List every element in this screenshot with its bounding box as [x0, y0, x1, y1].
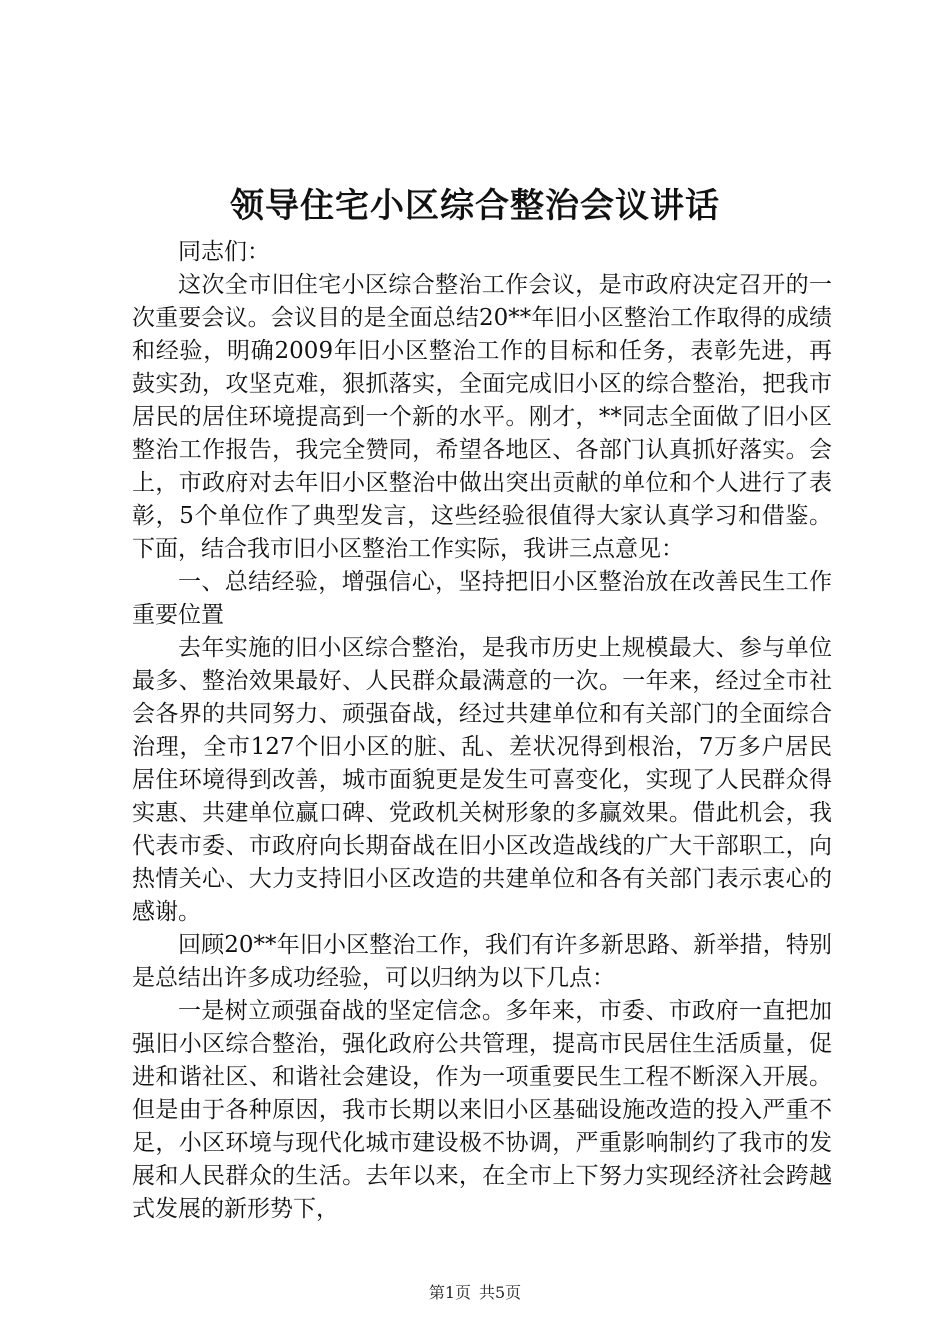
document-body — [132, 236, 832, 1226]
body-paragraph: 回顾20**年旧小区整治工作，我们有许多新思路、新举措，特别是总结出许多成功经验，可以归纳为以下几点： — [132, 932, 832, 991]
document-title: 领导住宅小区综合整治会议讲话 — [230, 186, 720, 226]
section-heading-paragraph: 一、总结经验，增强信心，坚持把旧小区整治放在改善民生工作重要位置 — [132, 569, 832, 628]
body-paragraph: 去年实施的旧小区综合整治，是我市历史上规模最大、参与单位最多、整治效果最好、人民群众最满意的一次。一年来，经过全市社会各界的共同努力、顽强奋战，经过共建单位和有关部门的全面综合治理，全市127个旧小区的脏、乱、差状况得到根治，7万多户居民居住环境得到改善，城市面貌更是发生可喜变化，实现了人民群众得实惠、共建单位赢口碑、党政机关树形象的多赢效果。借此机会，我代表市委、市政府向长期奋战在旧小区改造战线的广大干部职工，向热情关心、大力支持旧小区改造的共建单位和各有关部门表示衷心的感谢。 — [132, 635, 832, 925]
page-total: 共5页 — [479, 1283, 522, 1302]
page-number: 第1页 — [428, 1283, 471, 1302]
salutation-paragraph: 同志们： — [178, 239, 270, 265]
body-paragraph: 一是树立顽强奋战的坚定信念。多年来，市委、市政府一直把加强旧小区综合整治，强化政府公共管理，提高市民居住生活质量，促进和谐社区、和谐社会建设，作为一项重要民生工程不断深入开展。但是由于各种原因，我市长期以来旧小区基础设施改造的投入严重不足，小区环境与现代化城市建设极不协调，严重影响制约了我市的发展和人民群众的生活。去年以来，在全市上下努力实现经济社会跨越式发展的新形势下， — [132, 998, 832, 1222]
body-paragraph: 这次全市旧住宅小区综合整治工作会议，是市政府决定召开的一次重要会议。会议目的是全面总结20**年旧小区整治工作取得的成绩和经验，明确2009年旧小区整治工作的目标和任务，表彰先进，再鼓实劲，攻坚克难，狠抓落实，全面完成旧小区的综合整治，把我市居民的居住环境提高到一个新的水平。刚才，**同志全面做了旧小区整治工作报告，我完全赞同，希望各地区、各部门认真抓好落实。会上，市政府对去年旧小区整治中做出突出贡献的单位和个人进行了表彰，5个单位作了典型发言，这些经验很值得大家认真学习和借鉴。下面，结合我市旧小区整治工作实际，我讲三点意见： — [132, 272, 832, 562]
page-footer — [0, 1280, 950, 1303]
